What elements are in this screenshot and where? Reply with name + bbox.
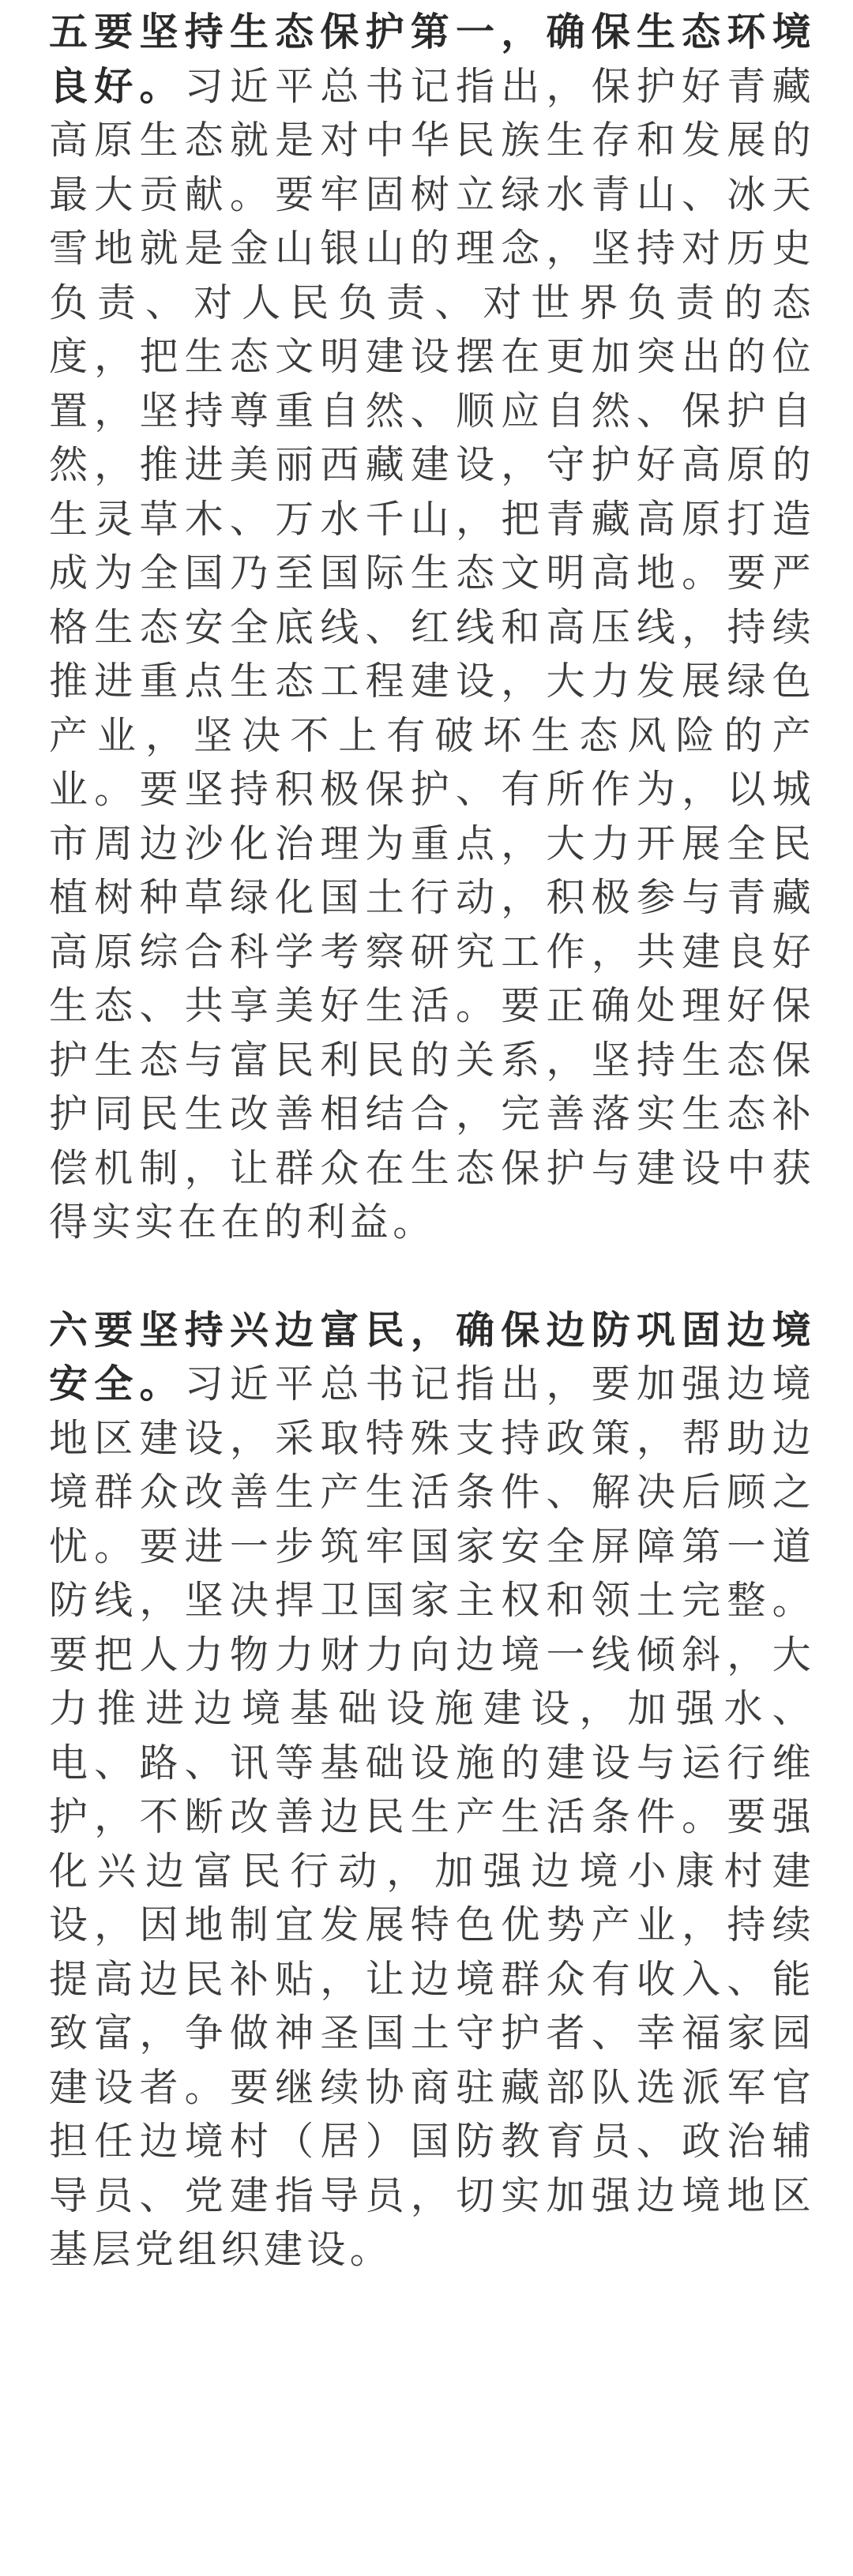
- paragraph-lead: 六要坚持兴边富民，确保边防巩固边境安全。: [49, 1307, 815, 1406]
- paragraph-text: 习近平总书记指出，要加强边境地区建设，采取特殊支持政策，帮助边境群众改善生产生活条件、解决后顾之忧。要进一步筑牢国家安全屏障第一道防线，坚决捍卫国家主权和领土完整。要把人力物力财力向边境一线倾斜，大力推进边境基础设施建设，加强水、电、路、讯等基础设施的建设与运行维护，不断改善边民生产生活条件。要强化兴边富民行动，加强边境小康村建设，因地制宜发展特色优势产业，持续提高边民补贴，让边境群众有收入、能致富，争做神圣国土守护者、幸福家园建设者。要继续协商驻藏部队选派军官担任边境村（居）国防教育员、政治辅导员、党建指导员，切实加强边境地区基层党组织建设。: [49, 1361, 816, 2272]
- article-body: [49, 0, 815, 2277]
- paragraph-border: [49, 1304, 815, 2277]
- paragraph-text: 习近平总书记指出，保护好青藏高原生态就是对中华民族生存和发展的最大贡献。要牢固树立绿水青山、冰天雪地就是金山银山的理念，坚持对历史负责、对人民负责、对世界负责的态度，把生态文明建设摆在更加突出的位置，坚持尊重自然、顺应自然、保护自然，推进美丽西藏建设，守护好高原的生灵草木、万水千山，把青藏高原打造成为全国乃至国际生态文明高地。要严格生态安全底线、红线和高压线，持续推进重点生态工程建设，大力发展绿色产业，坚决不上有破坏生态风险的产业。要坚持积极保护、有所作为，以城市周边沙化治理为重点，大力开展全民植树种草绿化国土行动，积极参与青藏高原综合科学考察研究工作，共建良好生态、共享美好生活。要正确处理好保护生态与富民利民的关系，坚持生态保护同民生改善相结合，完善落实生态补偿机制，让群众在生态保护与建设中获得实实在在的利益。: [49, 63, 816, 1245]
- paragraph-ecology: [49, 0, 815, 1250]
- paragraph-lead: 五要坚持生态保护第一，确保生态环境良好。: [49, 9, 815, 109]
